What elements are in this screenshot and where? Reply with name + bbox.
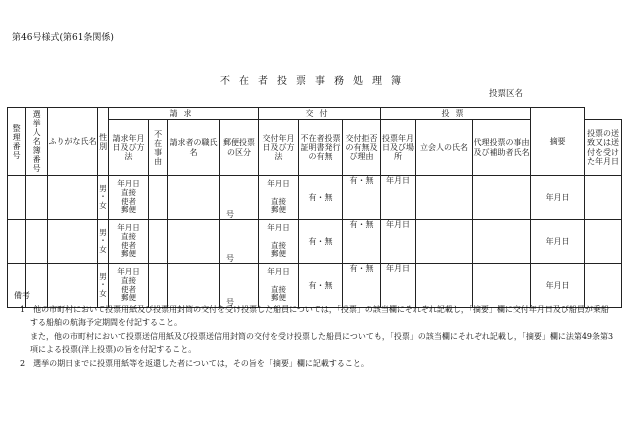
cert-issue-cell[interactable]: 有・無 bbox=[299, 264, 343, 308]
proxy-cell[interactable] bbox=[473, 220, 531, 264]
serial-cell[interactable] bbox=[8, 220, 26, 264]
absence-reason-cell[interactable] bbox=[149, 220, 168, 264]
voter-reg-cell[interactable] bbox=[26, 220, 48, 264]
req-date-cell[interactable]: 年月日 直接 使者 郵便 bbox=[109, 220, 149, 264]
send-date-cell[interactable]: 年月日 bbox=[531, 220, 585, 264]
gender-cell[interactable]: 男 ・ 女 bbox=[98, 264, 109, 308]
vote-date-cell[interactable]: 年月日 bbox=[381, 176, 416, 220]
header-remarks: 摘要 bbox=[531, 108, 585, 176]
vote-date-cell[interactable]: 年月日 bbox=[381, 264, 416, 308]
form-number: 第46号様式(第61条関係) bbox=[12, 33, 114, 43]
remarks-cell[interactable] bbox=[585, 176, 622, 220]
header-witness-name: 立会人の氏名 bbox=[416, 120, 473, 176]
cert-issue-cell[interactable]: 有・無 bbox=[299, 176, 343, 220]
postal-class-cell[interactable]: 号 bbox=[220, 220, 259, 264]
req-date-cell[interactable]: 年月日 直接 使者 郵便 bbox=[109, 264, 149, 308]
voter-reg-cell[interactable] bbox=[26, 176, 48, 220]
requester-title-cell[interactable] bbox=[168, 176, 220, 220]
gender-cell[interactable]: 男 ・ 女 bbox=[98, 176, 109, 220]
del-date-cell[interactable]: 年月日 直接 郵便 bbox=[259, 220, 299, 264]
postal-class-cell[interactable]: 号 bbox=[220, 176, 259, 220]
note-1b: また，他の市町村において投票送信用紙及び投票送信用封筒の交付を受け投票した船員についても，「投票」の該当欄にそれぞれ記載し，「摘要」欄に法第49条第3項による投票(洋上投票)の旨を付記すること。 bbox=[30, 331, 614, 354]
del-refusal-cell[interactable]: 有・無 bbox=[343, 220, 381, 264]
header-absence-reason: 不在事由 bbox=[149, 120, 168, 176]
table-row bbox=[8, 176, 622, 220]
header-ballot-send-date: 投票の送致又は送付を受けた年月日 bbox=[585, 120, 622, 176]
requester-title-cell[interactable] bbox=[168, 220, 220, 264]
header-name: ふりがな氏名 bbox=[48, 108, 98, 176]
absence-reason-cell[interactable] bbox=[149, 176, 168, 220]
del-refusal-cell[interactable]: 有・無 bbox=[343, 264, 381, 308]
cert-issue-cell[interactable]: 有・無 bbox=[299, 220, 343, 264]
header-del-date: 交付年月日及び方法 bbox=[259, 120, 299, 176]
send-date-cell[interactable]: 年月日 bbox=[531, 264, 585, 308]
witness-cell[interactable] bbox=[416, 220, 473, 264]
header-req-date: 請求年月日及び方法 bbox=[109, 120, 149, 176]
table-row bbox=[8, 220, 622, 264]
send-date-cell[interactable]: 年月日 bbox=[531, 176, 585, 220]
del-date-cell[interactable]: 年月日 直接 郵便 bbox=[259, 264, 299, 308]
header-requester-title: 請求者の職氏名 bbox=[168, 120, 220, 176]
vote-date-cell[interactable]: 年月日 bbox=[381, 220, 416, 264]
notes bbox=[14, 289, 614, 370]
header-del-refusal: 交付拒否の有無及び理由 bbox=[343, 120, 381, 176]
serial-cell[interactable] bbox=[8, 176, 26, 220]
del-refusal-cell[interactable]: 有・無 bbox=[343, 176, 381, 220]
header-vote-date-place: 投票年月日及び場所 bbox=[381, 120, 416, 176]
register-table bbox=[7, 107, 622, 308]
district-label: 投票区名 bbox=[489, 89, 524, 99]
req-date-cell[interactable]: 年月日 直接 使者 郵便 bbox=[109, 176, 149, 220]
note-2: 2 選挙の期日までに投票用紙等を返還した者については，その旨を「摘要」欄に記載すること。 bbox=[20, 358, 369, 368]
header-request: 請求 bbox=[109, 108, 259, 120]
notes-heading: 備考 bbox=[14, 291, 30, 300]
remarks-cell[interactable] bbox=[585, 220, 622, 264]
header-postal-class: 郵便投票の区分 bbox=[220, 120, 259, 176]
witness-cell[interactable] bbox=[416, 176, 473, 220]
header-gender: 性別 bbox=[98, 108, 109, 176]
header-serial: 整理番号 bbox=[8, 108, 26, 176]
header-delivery: 交付 bbox=[259, 108, 381, 120]
name-cell[interactable] bbox=[48, 220, 98, 264]
header-voting: 投票 bbox=[381, 108, 531, 120]
header-proxy-assistant: 代理投票の事由及び補助者氏名 bbox=[473, 120, 531, 176]
postal-class-cell[interactable]: 号 bbox=[220, 264, 259, 308]
name-cell[interactable] bbox=[48, 176, 98, 220]
header-voter-reg: 選挙人名簿番号 bbox=[26, 108, 48, 176]
header-cert-issue: 不在者投票証明書発行の有無 bbox=[299, 120, 343, 176]
document-title: 不在者投票事務処理簿 bbox=[220, 76, 410, 87]
del-date-cell[interactable]: 年月日 直接 郵便 bbox=[259, 176, 299, 220]
note-1: 1 他の市町村において投票用紙及び投票用封筒の交付を受け投票した船員については，「投票」の該当欄にそれぞれ記載し，「摘要」欄に交付年月日及び船員が乗船する船舶の航海予定期間を付記すること。 bbox=[20, 304, 609, 327]
proxy-cell[interactable] bbox=[473, 176, 531, 220]
gender-cell[interactable]: 男 ・ 女 bbox=[98, 220, 109, 264]
